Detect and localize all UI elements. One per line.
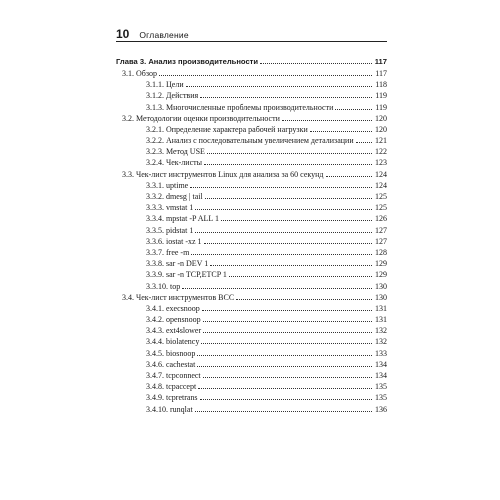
toc-entry-title: 3.2.2. Анализ с последовательным увеличением детализации [146, 136, 354, 146]
dot-leader [203, 377, 372, 378]
toc-subsection-entry [116, 370, 387, 381]
toc-subsection-entry [116, 314, 387, 325]
toc-entry-page: 129 [375, 270, 387, 280]
toc-entry-title: 3.2.3. Метод USE [146, 147, 205, 157]
toc-entry-title: 3.4.2. opensnoop [146, 315, 201, 325]
toc-entry-title: 3.4. Чек-лист инструментов BCC [122, 292, 235, 302]
toc-entry-title: 3.1.3. Многочисленные проблемы производительности [146, 102, 334, 112]
toc-entry-title: 3.1. Обзор [122, 68, 157, 78]
toc-entry-title: 3.3.3. vmstat 1 [146, 203, 194, 213]
toc-subsection-entry [116, 135, 387, 146]
dot-leader [201, 343, 372, 344]
toc-entry-page: 134 [375, 359, 387, 369]
toc-subsection-entry [116, 247, 387, 258]
toc-section-entry [116, 113, 387, 124]
toc-entry-page: 121 [375, 136, 387, 146]
toc-subsection-entry [116, 102, 387, 113]
toc-entry-page: 134 [375, 371, 387, 381]
toc-subsection-entry [116, 336, 387, 347]
toc-entry-page: 136 [375, 404, 387, 414]
toc-entry-title: 3.2.4. Чек-листы [146, 158, 202, 168]
toc-subsection-entry [116, 325, 387, 336]
toc-subsection-entry [116, 404, 387, 415]
dot-leader [202, 310, 372, 311]
toc-subsection-entry [116, 359, 387, 370]
toc-subsection-entry [116, 124, 387, 135]
toc-subsection-entry [116, 180, 387, 191]
toc-entry-page: 131 [375, 303, 387, 313]
toc-subsection-entry [116, 258, 387, 269]
toc-subsection-entry [116, 236, 387, 247]
toc-entry-title: 3.4.7. tcpconnect [146, 371, 201, 381]
dot-leader [159, 75, 372, 76]
toc-entry-page: 125 [375, 192, 387, 202]
toc-entry-title: 3.3.10. top [146, 281, 181, 291]
toc-subsection-entry [116, 146, 387, 157]
toc-entry-title: 3.4.8. tcpaccept [146, 382, 197, 392]
toc-entry-page: 125 [375, 203, 387, 213]
dot-leader [197, 366, 372, 367]
toc-entry-title: 3.4.10. runqlat [146, 404, 193, 414]
toc-section-entry [116, 292, 387, 303]
toc-entry-page: 133 [375, 348, 387, 358]
toc-entry-page: 130 [375, 281, 387, 291]
toc-entry-title: 3.3.4. mpstat -P ALL 1 [146, 214, 219, 224]
dot-leader [197, 355, 372, 356]
toc-entry-page: 135 [375, 393, 387, 403]
dot-leader [195, 232, 372, 233]
toc-entry-page: 119 [375, 91, 387, 101]
toc-entry-page: 120 [375, 124, 387, 134]
dot-leader [207, 153, 372, 154]
dot-leader [205, 198, 372, 199]
dot-leader [326, 176, 372, 177]
toc-entry-page: 123 [375, 158, 387, 168]
dot-leader [203, 321, 372, 322]
toc-subsection-entry [116, 79, 387, 90]
dot-leader [210, 265, 372, 266]
toc-entry-title: 3.4.6. cachestat [146, 359, 196, 369]
page-number: 10 [116, 27, 130, 41]
toc-entry-title: 3.3. Чек-лист инструментов Linux для анализа за 60 секунд [122, 169, 324, 179]
toc-entry-page: 128 [375, 247, 387, 257]
dot-leader [221, 220, 372, 221]
toc-entry-title: 3.4.3. ext4slower [146, 326, 202, 336]
dot-leader [203, 332, 372, 333]
toc-entry-title: 3.3.6. iostat -xz 1 [146, 236, 202, 246]
toc-subsection-entry [116, 90, 387, 101]
toc-entry-title: 3.1.2. Действия [146, 91, 199, 101]
toc-chapter-entry [116, 56, 387, 67]
dot-leader [200, 97, 372, 98]
toc-entry-page: 131 [375, 315, 387, 325]
dot-leader [204, 164, 372, 165]
toc-entry-title: 3.4.5. biosnoop [146, 348, 196, 358]
toc-entry-page: 129 [375, 259, 387, 269]
toc-entry-page: 117 [375, 68, 387, 78]
toc-entry-page: 122 [375, 147, 387, 157]
dot-leader [186, 86, 372, 87]
toc-entry-page: 120 [375, 113, 387, 123]
dot-leader [356, 142, 372, 143]
toc-entry-title: 3.1.1. Цели [146, 80, 184, 90]
toc-subsection-entry [116, 281, 387, 292]
toc-entry-title: 3.2. Методологии оценки производительности [122, 113, 280, 123]
toc-subsection-entry [116, 191, 387, 202]
toc-entry-title: 3.4.9. tcpretrans [146, 393, 198, 403]
toc-entry-page: 132 [375, 326, 387, 336]
toc-entry-title: 3.4.1. execsnoop [146, 303, 200, 313]
toc-entry-title: Глава 3. Анализ производительности [116, 57, 259, 66]
toc-entry-title: 3.3.9. sar -n TCP,ETCP 1 [146, 270, 227, 280]
dot-leader [198, 388, 372, 389]
dot-leader [282, 120, 372, 121]
toc-entry-page: 124 [375, 169, 387, 179]
running-header [116, 27, 386, 41]
dot-leader [191, 254, 372, 255]
toc-entry-title: 3.4.4. biolatency [146, 337, 200, 347]
toc-entry-title: 3.3.8. sar -n DEV 1 [146, 259, 209, 269]
toc-entry-page: 132 [375, 337, 387, 347]
toc-subsection-entry [116, 348, 387, 359]
toc-subsection-entry [116, 157, 387, 168]
dot-leader [236, 299, 372, 300]
toc-subsection-entry [116, 202, 387, 213]
toc-subsection-entry [116, 303, 387, 314]
dot-leader [195, 411, 372, 412]
dot-leader [182, 288, 372, 289]
toc-entry-page: 127 [375, 236, 387, 246]
toc-entry-page: 118 [375, 80, 387, 90]
dot-leader [335, 109, 372, 110]
toc-subsection-entry [116, 213, 387, 224]
toc-entry-page: 117 [374, 57, 387, 66]
toc-entry-title: 3.3.2. dmesg | tail [146, 192, 203, 202]
toc-entry-title: 3.2.1. Определение характера рабочей нагрузки [146, 124, 308, 134]
dot-leader [204, 243, 372, 244]
toc-subsection-entry [116, 269, 387, 280]
dot-leader [260, 63, 372, 64]
toc-entry-title: 3.3.5. pidstat 1 [146, 225, 194, 235]
dot-leader [200, 399, 372, 400]
toc-subsection-entry [116, 225, 387, 236]
dot-leader [195, 209, 372, 210]
dot-leader [190, 187, 372, 188]
toc-subsection-entry [116, 392, 387, 403]
toc-entry-page: 124 [375, 180, 387, 190]
toc-entry-page: 130 [375, 292, 387, 302]
toc-entry-page: 119 [375, 102, 387, 112]
toc-subsection-entry [116, 381, 387, 392]
toc-entry-page: 127 [375, 225, 387, 235]
header-title: Оглавление [139, 30, 189, 40]
toc-entry-title: 3.3.7. free -m [146, 247, 190, 257]
toc-section-entry [116, 169, 387, 180]
toc-section-entry [116, 68, 387, 79]
dot-leader [229, 276, 372, 277]
dot-leader [310, 131, 372, 132]
header-rule [116, 41, 387, 42]
toc-entry-title: 3.3.1. uptime [146, 180, 189, 190]
table-of-contents [116, 56, 387, 415]
toc-entry-page: 126 [375, 214, 387, 224]
toc-entry-page: 135 [375, 382, 387, 392]
